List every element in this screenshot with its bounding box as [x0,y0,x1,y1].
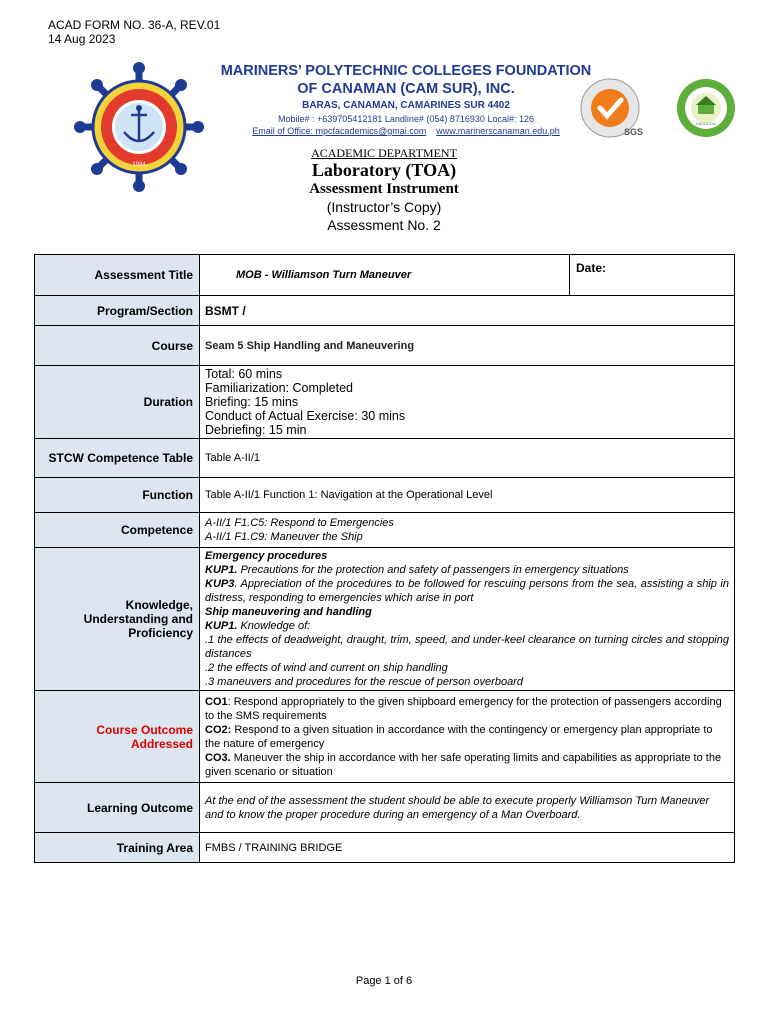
stcw-value: Table A-II/1 [200,439,735,478]
page-number: Page 1 of 6 [355,975,413,987]
form-code-block [48,18,220,46]
kup-tag: KUP1. [205,564,238,576]
svg-text:1984: 1984 [132,162,146,168]
row-knowledge [35,548,735,691]
label-duration: Duration [35,366,200,439]
form-date: 14 Aug 2023 [48,32,116,46]
row-stcw [35,439,735,478]
duration-line: Briefing: 15 mins [205,395,299,409]
school-contact: Mobile# : +639705412181 Landline# (054) 8716930 Local#: 126 [278,114,534,124]
label-assessment-title: Assessment Title [35,255,200,296]
kup-tag: KUP1. [205,620,238,632]
duration-line: Familiarization: Completed [205,381,353,395]
school-header [210,62,602,137]
department-heading: ACADEMIC DEPARTMENT [311,146,457,160]
co-tag: CO2: [205,723,232,736]
co-tag: CO3. [205,751,231,764]
function-value: Table A-II/1 Function 1: Navigation at the Operational Level [200,478,735,513]
school-website-link[interactable]: www.marinerscanaman.edu.ph [436,126,560,136]
row-learning-outcome [35,783,735,833]
kup-tag: KUP3 [205,578,235,590]
assessment-number: Assessment No. 2 [327,217,441,233]
kup-item: .3 maneuvers and procedures for the rescue of person overboard [205,676,523,688]
date-field[interactable]: Date: [570,255,735,296]
duration-line: Conduct of Actual Exercise: 30 mins [205,409,406,423]
duration-line: Debriefing: 15 min [205,423,307,437]
label-learning-outcome: Learning Outcome [35,783,200,833]
competence-value [200,513,735,548]
sgs-cert-logo [581,79,643,137]
pacucoa-seal-logo [677,79,735,137]
row-training-area [35,833,735,863]
lab-heading: Laboratory (TOA) [311,160,457,180]
course-value: Seam 5 Ship Handling and Maneuvering [200,326,735,366]
kup-text: . Appreciation of the procedures to be followed for rescuing persons from the sea, assisting a ship in distress, responding to emergencies which arise in port [205,578,729,604]
knowledge-value [200,548,735,691]
co-text: : Respond appropriately to the given shipboard emergency for the protection of passengers according to the SMS requirements [205,695,722,722]
emergency-procedures-heading: Emergency procedures [205,550,328,562]
row-function [35,478,735,513]
kup-item: .2 the effects of wind and current on ship handling [205,662,448,674]
copy-heading: (Instructor’s Copy) [326,199,442,215]
label-stcw: STCW Competence Table [35,439,200,478]
school-email-link[interactable]: Email of Office: mpcfacademics@gmai.com [252,126,427,136]
kup-text: Knowledge of: [237,620,311,632]
svg-text:SGS: SGS [624,127,644,137]
label-program-section: Program/Section [35,296,200,326]
co-text: Maneuver the ship in accordance with her safe operating limits and capabilities as appropriate to the given scenario or situation [205,751,722,778]
school-name-line1: MARINERS’ POLYTECHNIC COLLEGES FOUNDATION [220,63,592,79]
label-course-outcome: Course Outcome Addressed [35,691,200,783]
kup-item: .1 the effects of deadweight, draught, trim, speed, and under-keel clearance on turning circles and stopping distances [205,634,729,660]
row-assessment-title [35,255,735,296]
competence-line: A-II/1 F1.C9: Maneuver the Ship [205,531,363,543]
label-function: Function [35,478,200,513]
school-links [210,125,602,137]
training-area-value: FMBS / TRAINING BRIDGE [200,833,735,863]
form-code: ACAD FORM NO. 36-A, REV.01 [48,18,221,32]
assessment-title-value: MOB - Williamson Turn Maneuver [200,255,570,296]
accreditation-logos [576,78,736,140]
row-competence [35,513,735,548]
label-competence: Competence [35,513,200,548]
school-address: BARAS, CANAMAN, CAMARINES SUR 4402 [302,100,510,111]
duration-value [200,366,735,439]
svg-text:PACUCOA: PACUCOA [696,121,716,126]
assessment-table [34,254,735,863]
label-training-area: Training Area [35,833,200,863]
instrument-heading: Assessment Instrument [309,181,459,197]
row-program-section [35,296,735,326]
co-text: Respond to a given situation in accordance with the contingency or emergency plan appropriate to the nature of emergency [205,723,713,750]
ship-maneuvering-heading: Ship maneuvering and handling [205,606,372,618]
school-name-line2: OF CANAMAN (CAM SUR), INC. [297,81,515,97]
course-outcome-value [200,691,735,783]
co-tag: CO1 [205,695,228,708]
label-knowledge: Knowledge, Understanding and Proficiency [35,548,200,691]
kup-text: Precautions for the protection and safety of passengers in emergency situations [237,564,629,576]
program-section-value: BSMT / [200,296,735,326]
row-course [35,326,735,366]
row-course-outcome [35,691,735,783]
row-duration [35,366,735,439]
duration-line: Total: 60 mins [205,367,283,381]
learning-outcome-value: At the end of the assessment the student should be able to execute properly Williamson Turn Maneuver and to know the proper procedure during an emergency of a Man Overboard. [200,783,735,833]
competence-line: A-II/1 F1.C5: Respond to Emergencies [205,517,394,529]
label-course: Course [35,326,200,366]
